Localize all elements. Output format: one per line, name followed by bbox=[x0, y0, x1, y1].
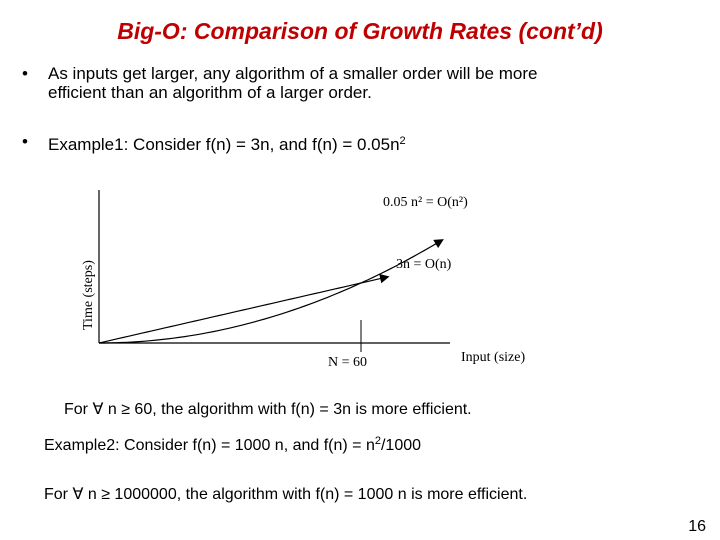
example2-suffix: /1000 bbox=[380, 437, 422, 454]
bullet-dot: • bbox=[22, 132, 28, 151]
forall-symbol: ∀ bbox=[72, 486, 84, 503]
series-linear-label: 3n = O(n) bbox=[396, 257, 452, 272]
page-number: 16 bbox=[688, 518, 706, 535]
y-axis-label: Time (steps) bbox=[81, 260, 96, 330]
bullet-text-line2: efficient than an algorithm of a larger order. bbox=[48, 83, 372, 102]
for-word: For bbox=[64, 401, 88, 418]
example1-exponent: 2 bbox=[399, 135, 406, 147]
example2 bbox=[44, 432, 421, 455]
conclusion-example1 bbox=[64, 401, 472, 419]
series-quadratic-curve bbox=[99, 240, 442, 343]
conclusion-text: n ≥ 60, the algorithm with f(n) = 3n is more efficient. bbox=[107, 401, 472, 418]
example2-exponent: 2 bbox=[374, 435, 381, 447]
for-word: For bbox=[44, 486, 68, 503]
crossover-label: N = 60 bbox=[328, 355, 368, 370]
bullet-text-line1: As inputs get larger, any algorithm of a smaller order will be more bbox=[48, 64, 538, 83]
series-linear-curve bbox=[99, 277, 387, 343]
bullet-dot: • bbox=[22, 64, 28, 83]
example2-text: Example2: Consider f(n) = 1000 n, and f(n) = n bbox=[44, 437, 375, 454]
example1-text: Example1: Consider f(n) = 3n, and f(n) = 0.05n bbox=[48, 135, 400, 154]
x-axis-label: Input (size) bbox=[461, 350, 526, 365]
slide-title: Big-O: Comparison of Growth Rates (cont’d) bbox=[117, 18, 603, 44]
conclusion-text: n ≥ 1000000, the algorithm with f(n) = 1000 n is more efficient. bbox=[87, 486, 528, 503]
series-quadratic-label: 0.05 n² = O(n²) bbox=[383, 195, 468, 210]
conclusion-example2 bbox=[44, 486, 527, 504]
forall-symbol: ∀ bbox=[92, 401, 104, 418]
